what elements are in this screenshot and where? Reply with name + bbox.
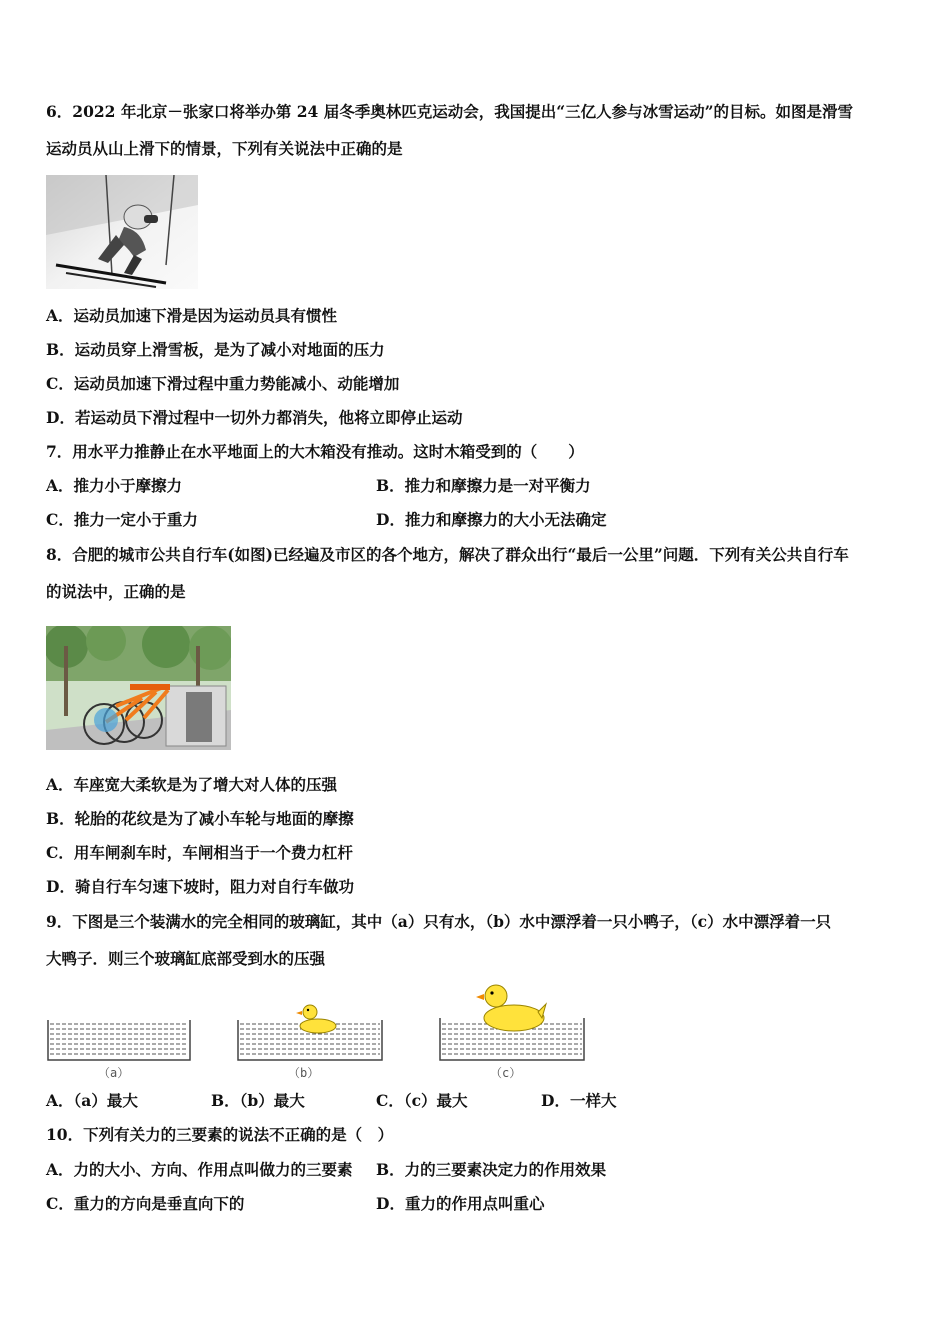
option-key: A． <box>46 775 74 794</box>
q9-number: 9． <box>46 912 73 931</box>
option-key: B． <box>376 476 405 495</box>
option-key: B． <box>376 1160 405 1179</box>
option-text: 重力的作用点叫重心 <box>404 1194 545 1213</box>
q6-number: 6． <box>46 102 73 121</box>
option-key: C． <box>46 1194 74 1213</box>
option-text: （a）最大 <box>73 1091 138 1110</box>
q7-stem <box>46 442 584 462</box>
option-text: 运动员加速下滑过程中重力势能减小、动能增加 <box>73 374 400 393</box>
option-text: 推力一定小于重力 <box>73 510 198 529</box>
option-key: A． <box>46 306 74 325</box>
q10-stem-text: 下列有关力的三要素的说法不正确的是（ ） <box>83 1125 394 1144</box>
option-text: 运动员穿上滑雪板，是为了减小对地面的压力 <box>74 340 385 359</box>
q8-option-a[interactable] <box>46 775 337 795</box>
q6-option-c[interactable] <box>46 374 399 394</box>
q8-stem-text1: 合肥的城市公共自行车(如图)已经遍及市区的各个地方，解决了群众出行“最后一公里”问题．下列有关公共自行车 <box>72 545 849 564</box>
option-key: D． <box>541 1091 570 1110</box>
tank-label-c: （c） <box>490 1066 522 1080</box>
q9-stem-text1: 下图是三个装满水的完全相同的玻璃缸，其中（a）只有水，（b）水中漂浮着一只小鸭子，（c）水中漂浮着一只 <box>72 912 832 931</box>
q8-option-b[interactable] <box>46 809 354 829</box>
tank-label-a: （a） <box>98 1066 130 1080</box>
option-key: D． <box>46 408 75 427</box>
option-text: 力的大小、方向、作用点叫做力的三要素 <box>73 1160 353 1179</box>
option-text: （c）最大 <box>403 1091 468 1110</box>
q7-option-a[interactable] <box>46 476 182 496</box>
q6-option-a[interactable] <box>46 306 337 326</box>
q8-stem-line1 <box>46 545 849 565</box>
option-key: D． <box>46 877 75 896</box>
option-text: 运动员加速下滑是因为运动员具有惯性 <box>73 306 338 325</box>
q7-option-b[interactable] <box>376 476 591 496</box>
option-key: A． <box>46 476 74 495</box>
q9-option-b[interactable] <box>211 1091 305 1111</box>
q7-option-c[interactable] <box>46 510 198 530</box>
q6-option-d[interactable] <box>46 408 462 428</box>
option-text: 力的三要素决定力的作用效果 <box>404 1160 607 1179</box>
q7-option-d[interactable] <box>376 510 606 530</box>
q7-number: 7． <box>46 442 73 461</box>
tank-b <box>236 1000 384 1064</box>
option-text: 一样大 <box>569 1091 617 1110</box>
q10-number: 10． <box>46 1125 84 1144</box>
q9-option-a[interactable] <box>46 1091 138 1111</box>
option-key: C． <box>46 374 74 393</box>
q8-stem-line2: 的说法中，正确的是 <box>46 582 186 601</box>
q8-option-d[interactable] <box>46 877 354 897</box>
q9-stem-line1 <box>46 912 831 932</box>
option-key: A． <box>46 1160 74 1179</box>
small-duck-icon <box>296 1005 336 1033</box>
q9-option-c[interactable] <box>376 1091 468 1111</box>
option-text: 推力和摩擦力的大小无法确定 <box>404 510 607 529</box>
option-text: 车座宽大柔软是为了增大对人体的压强 <box>73 775 338 794</box>
q10-option-c[interactable] <box>46 1194 244 1214</box>
q8-option-c[interactable] <box>46 843 353 863</box>
option-text: （b）最大 <box>239 1091 305 1110</box>
option-key: B． <box>211 1091 240 1110</box>
q6-stem-line1 <box>46 102 853 122</box>
option-key: D． <box>376 510 405 529</box>
option-key: B． <box>46 340 75 359</box>
tank-c <box>438 982 586 1064</box>
option-text: 重力的方向是垂直向下的 <box>73 1194 245 1213</box>
option-text: 骑自行车匀速下坡时，阻力对自行车做功 <box>74 877 354 896</box>
bicycle-photo <box>46 626 231 750</box>
q6-stem-line2: 运动员从山上滑下的情景，下列有关说法中正确的是 <box>46 139 403 158</box>
q10-option-d[interactable] <box>376 1194 544 1214</box>
option-key: C． <box>46 510 74 529</box>
q9-stem-line2: 大鸭子．则三个玻璃缸底部受到水的压强 <box>46 949 326 968</box>
skier-photo <box>46 175 198 289</box>
option-text: 用车闸刹车时，车闸相当于一个费力杠杆 <box>73 843 353 862</box>
q10-stem <box>46 1125 393 1145</box>
q10-option-b[interactable] <box>376 1160 606 1180</box>
option-key: C． <box>46 843 74 862</box>
q9-option-d[interactable] <box>541 1091 616 1111</box>
q6-stem-text1: 2022 年北京－张家口将举办第 24 届冬季奥林匹克运动会，我国提出“三亿人参与冰雪运动”的目标。如图是滑雪 <box>72 102 854 121</box>
option-text: 推力和摩擦力是一对平衡力 <box>404 476 591 495</box>
option-key: B． <box>46 809 75 828</box>
option-key: D． <box>376 1194 405 1213</box>
tank-a <box>46 1018 192 1064</box>
q7-stem-text: 用水平力推静止在水平地面上的大木箱没有推动。这时木箱受到的（ ） <box>72 442 584 461</box>
option-text: 若运动员下滑过程中一切外力都消失，他将立即停止运动 <box>74 408 463 427</box>
q10-option-a[interactable] <box>46 1160 353 1180</box>
option-key: C． <box>376 1091 404 1110</box>
q6-option-b[interactable] <box>46 340 385 360</box>
option-text: 推力小于摩擦力 <box>73 476 183 495</box>
option-text: 轮胎的花纹是为了减小车轮与地面的摩擦 <box>74 809 354 828</box>
tank-label-b: （b） <box>288 1066 320 1080</box>
option-key: A． <box>46 1091 74 1110</box>
q8-number: 8． <box>46 545 73 564</box>
